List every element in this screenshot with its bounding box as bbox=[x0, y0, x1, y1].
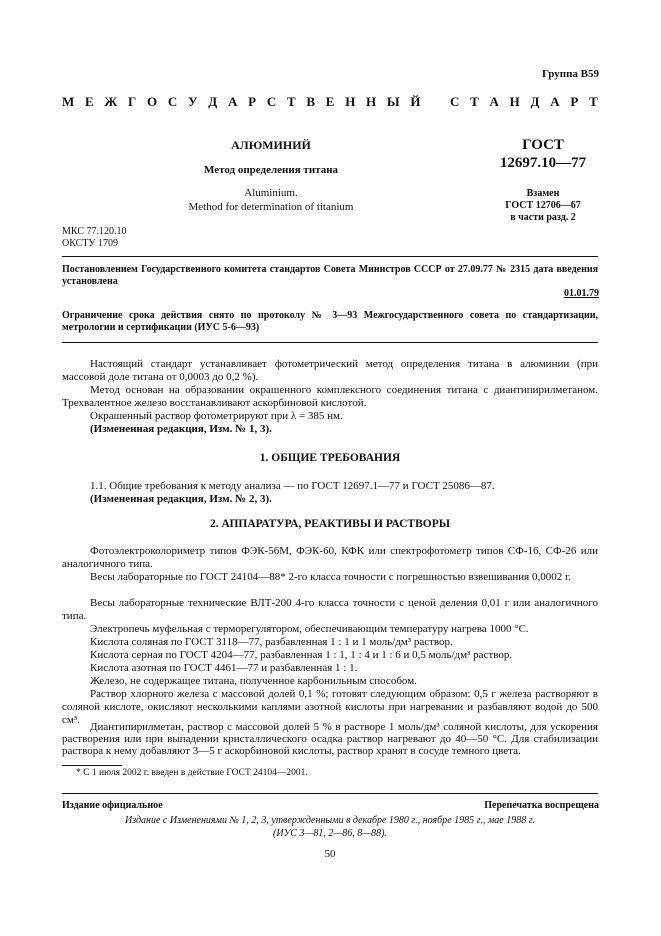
decree-text: Постановлением Государственного комитета стандартов Совета Министров СССР от 27.09.77 № 2315 дата введения установлена bbox=[62, 264, 598, 287]
banner-letter: С bbox=[450, 94, 460, 109]
reprint-notice: Перепечатка воспрещена bbox=[484, 800, 599, 811]
amendment-note: (Измененная редакция, Изм. № 1, 3). bbox=[90, 423, 272, 435]
okstu-code: ОКСТУ 1709 bbox=[62, 238, 119, 249]
english-title-line2: Method for determination of titanium bbox=[188, 201, 354, 213]
intro-paragraph: Метод основан на образовании окрашенного комплексного соединения титана с диантипирилметаном. Трехвалентное железо восстанавливают аскорбиновой кислотой. bbox=[62, 384, 598, 409]
replacement-block bbox=[488, 188, 598, 224]
section-heading: 2. АППАРАТУРА, РЕАКТИВЫ И РАСТВОРЫ bbox=[209, 518, 451, 530]
footnote: * С 1 июля 2002 г. введен в действие ГОСТ 24104—2001. bbox=[76, 768, 308, 778]
banner-letter: Е bbox=[85, 94, 94, 109]
banner-letter: А bbox=[489, 94, 499, 109]
section-heading: 1. ОБЩИЕ ТРЕБОВАНИЯ bbox=[259, 452, 401, 464]
list-item: Кислота соляная по ГОСТ 3118—77, разбавленная 1 : 1 и 1 моль/дм³ раствор. bbox=[90, 636, 453, 648]
banner-letter: Т bbox=[470, 94, 479, 109]
group-code: Группа В59 bbox=[541, 68, 599, 80]
divider bbox=[62, 793, 598, 794]
section-paragraph: 1.1. Общие требования к методу анализа — по ГОСТ 12697.1—77 и ГОСТ 25086—87. bbox=[90, 480, 495, 492]
replace-part: в части разд. 2 bbox=[510, 212, 576, 223]
list-item: Кислота азотная по ГОСТ 4461—77 и разбавленная 1 : 1. bbox=[90, 662, 358, 674]
banner-letter: Ы bbox=[386, 94, 400, 109]
standard-banner bbox=[62, 94, 598, 110]
english-title bbox=[62, 186, 480, 214]
intro-paragraph: Настоящий стандарт устанавливает фотометрический метод определения титана в алюминии (при массовой доле титана от 0,0003 до 0,2 %). bbox=[62, 358, 598, 383]
intro-paragraph: Окрашенный раствор фотометрируют при λ = 385 нм. bbox=[90, 410, 343, 422]
banner-letter: Й bbox=[410, 94, 421, 109]
effective-date: 01.01.79 bbox=[564, 288, 599, 299]
document-title: АЛЮМИНИЙ bbox=[231, 138, 311, 152]
gost-number: 12697.10—77 bbox=[499, 155, 587, 171]
edition-note bbox=[62, 814, 598, 840]
banner-letter: Д bbox=[530, 94, 540, 109]
banner-letter: Е bbox=[325, 94, 335, 109]
classification-codes bbox=[62, 226, 126, 250]
divider bbox=[62, 256, 598, 257]
list-item: Кислота серная по ГОСТ 4204—77, разбавленная 1 : 1, 1 : 4 и 1 : 6 и 0,5 моль/дм³ раствор. bbox=[90, 649, 513, 661]
banner-letter: У bbox=[188, 94, 198, 109]
banner-letter: А bbox=[227, 94, 238, 109]
list-item: Весы лабораторные технические ВЛТ-200 4-го класса точности с ценой деления 0,01 г или аналогичного типа. bbox=[62, 597, 598, 622]
english-title-line1: Aluminium. bbox=[244, 187, 298, 199]
list-item: Весы лабораторные по ГОСТ 24104—88* 2-го класса точности с погрешностью взвешивания 0,0002 г. bbox=[90, 571, 571, 583]
banner-letter: Д bbox=[208, 94, 218, 109]
list-item: Раствор хлорного железа с массовой долей 0,1 %; готовят следующим образом: 0,5 г железа растворяют в соляной кислоте, окисляют несколькими каплями азотной кислоты при нагревании и разбавляют водой до 500 см³. bbox=[62, 688, 598, 726]
banner-letter: Ж bbox=[104, 94, 118, 109]
document-subtitle: Метод определения титана bbox=[203, 164, 339, 176]
edition-line2: (ИУС 3—81, 2—86, 8—88). bbox=[273, 828, 387, 839]
banner-letter: Г bbox=[128, 94, 137, 109]
list-item: Железо, не содержащее титана, полученное карбонильным способом. bbox=[90, 675, 417, 687]
footnote-rule bbox=[62, 765, 122, 766]
list-item: Фотоэлектроколориметр типов ФЭК-56М, ФЭК-60, КФК или спектрофотометр типов СФ-16, СФ-26 или аналогичного типа. bbox=[62, 545, 598, 570]
banner-letter: С bbox=[167, 94, 178, 109]
edition-line1: Издание с Изменениями № 1, 2, 3, утвержденными в декабре 1980 г., ноябре 1985 г., мае 1988 г. bbox=[124, 815, 536, 826]
banner-letter: Р bbox=[248, 94, 257, 109]
banner-letter: Н bbox=[345, 94, 356, 109]
banner-letter: Н bbox=[509, 94, 520, 109]
banner-letter: М bbox=[62, 94, 75, 109]
list-item: Электропечь муфельная с терморегулятором, обеспечивающим температуру нагрева 1000 °С. bbox=[90, 623, 529, 635]
limit-removal-text: Ограничение срока действия снято по протоколу № 3—93 Межгосударственного совета по стандартизации, метрологии и сертификации (ИУС 5-6—93) bbox=[62, 310, 598, 333]
banner-letter: В bbox=[306, 94, 316, 109]
amendment-note: (Измененная редакция, Изм. № 2, 3). bbox=[90, 493, 272, 505]
mks-code: МКС 77.120.10 bbox=[62, 226, 127, 237]
banner-letter: Т bbox=[286, 94, 296, 109]
banner-letter: Р bbox=[570, 94, 579, 109]
gost-block bbox=[488, 136, 598, 172]
banner-letter: С bbox=[266, 94, 277, 109]
page-number: 50 bbox=[324, 848, 336, 860]
banner-letter: Н bbox=[366, 94, 377, 109]
banner-letter: Т bbox=[589, 94, 598, 109]
banner-letter: А bbox=[550, 94, 560, 109]
official-edition: Издание официальное bbox=[62, 800, 163, 811]
list-item: Диантипирилметан, раствор с массовой долей 5 % в растворе 1 моль/дм³ соляной кислоты, для ускорения растворения или при выпадении кристаллического осадка раствор нагревают до 40—50 °С. Для стабилизации раствора к нему добавляют 3—5 г аскорбиновой кислоты, раствор хранят в сосуде темного цвета. bbox=[62, 721, 598, 757]
banner-letter bbox=[431, 94, 439, 110]
divider bbox=[62, 342, 598, 343]
banner-letter: О bbox=[147, 94, 158, 109]
replace-label: Взамен bbox=[526, 188, 560, 199]
replace-standard: ГОСТ 12706—67 bbox=[505, 200, 581, 211]
gost-label: ГОСТ bbox=[522, 137, 564, 153]
